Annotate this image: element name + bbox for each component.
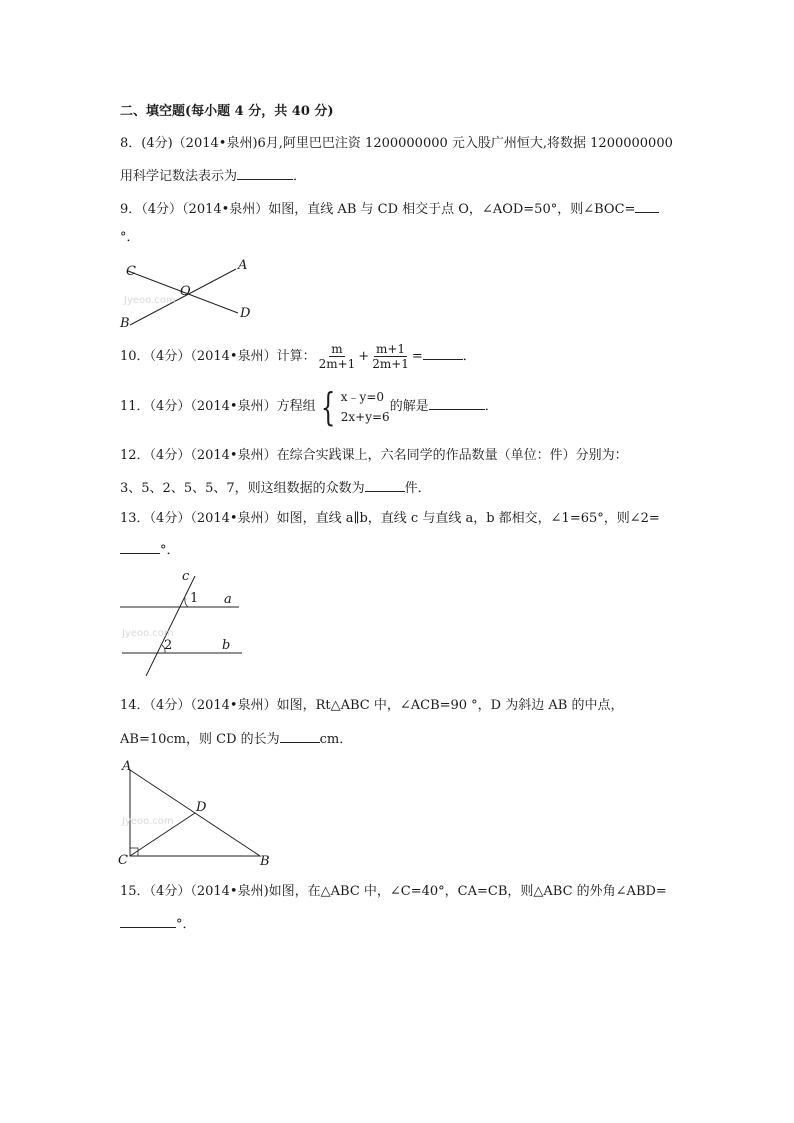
- label-angle-2: 2: [164, 638, 173, 653]
- label-c: C: [118, 853, 128, 868]
- q14-figure: [116, 756, 276, 871]
- q10-answer-blank[interactable]: [423, 346, 463, 360]
- q11-suffix: 的解是: [389, 399, 429, 414]
- label-c: C: [126, 264, 136, 279]
- label-c: c: [182, 569, 190, 584]
- brace-icon: {: [320, 384, 335, 429]
- q10-plus: +: [358, 349, 370, 364]
- section-title: 二、填空题(每小题 4 分，共 40 分): [120, 104, 334, 119]
- q8-line2: [120, 166, 306, 186]
- q11-line: [120, 386, 498, 428]
- q11-equation-system: [316, 384, 390, 429]
- watermark: Jyeoo.com: [124, 295, 176, 306]
- q8-answer-blank[interactable]: [237, 166, 293, 180]
- label-a: A: [238, 258, 248, 273]
- q11-end: ．: [484, 399, 498, 414]
- label-o: O: [180, 284, 191, 299]
- q15-end: °．: [176, 917, 196, 932]
- q13-figure: [118, 568, 248, 683]
- q14-text: AB=10cm，则 CD 的长为: [120, 732, 280, 747]
- q12-end: 件．: [404, 481, 431, 496]
- q9-text: 9．（4分）（2014•泉州）如图，直线 AB 与 CD 相交于点 O，∠AOD=50°，则∠BOC=: [120, 202, 636, 217]
- label-b: b: [222, 638, 231, 653]
- q13-answer-blank[interactable]: [120, 540, 160, 554]
- q8-end: ．: [293, 169, 307, 184]
- q12-line2: [120, 478, 431, 498]
- q9-line2: °．: [120, 230, 140, 245]
- q10-equals: =: [411, 349, 423, 364]
- q9-figure: [118, 255, 258, 335]
- q15-line2: [120, 914, 196, 934]
- line-c: [146, 576, 195, 676]
- watermark: Jyeoo.com: [122, 816, 174, 827]
- label-b: B: [120, 316, 130, 331]
- q12-text: 3、5、2、5、5、7，则这组数据的众数为: [120, 481, 365, 496]
- q8-text: 用科学记数法表示为: [120, 169, 238, 184]
- q12-line1: 12．（4分）（2014•泉州）在综合实践课上，六名同学的作品数量（单位：件）分别为：: [120, 448, 628, 463]
- q11-eq1: x﹣y=0: [340, 389, 385, 404]
- q10-f2-denominator: 2m+1: [372, 357, 409, 371]
- q11-eq2: 2x+y=6: [340, 409, 390, 424]
- q13-line1: 13．（4分）（2014•泉州）如图，直线 a∥b，直线 c 与直线 a，b 都相交，∠1=65°，则∠2=: [120, 511, 660, 526]
- label-d: D: [196, 800, 207, 815]
- q10-fraction-2: [370, 342, 411, 371]
- label-d: D: [240, 306, 251, 321]
- q14-line1: 14．（4分）（2014•泉州）如图，Rt△ABC 中，∠ACB=90 °，D 为斜边 AB 的中点，: [120, 698, 624, 713]
- q10-line: [120, 342, 476, 371]
- q10-f2-numerator: m+1: [376, 342, 406, 356]
- watermark: Jyeoo.com: [122, 628, 174, 639]
- q14-line2: [120, 729, 352, 749]
- label-a: a: [224, 592, 232, 607]
- q8-line1: 8．(4分)（2014•泉州)6月,阿里巴巴注资 1200000000 元入股广州恒大,将数据 1200000000: [120, 136, 673, 151]
- q10-f1-denominator: 2m+1: [318, 357, 356, 371]
- angle-1-arc: [185, 598, 188, 607]
- q15-answer-blank[interactable]: [120, 914, 176, 928]
- label-angle-1: 1: [190, 591, 199, 606]
- q9-answer-blank[interactable]: [635, 199, 659, 213]
- q14-answer-blank[interactable]: [280, 729, 320, 743]
- q9-line1: [120, 199, 659, 219]
- q13-line2: [120, 540, 180, 560]
- label-a: A: [122, 759, 132, 774]
- q10-prefix: 10．（4分）（2014•泉州）计算：: [120, 349, 316, 364]
- q13-end: °．: [160, 543, 180, 558]
- q10-end: ．: [462, 349, 476, 364]
- label-b: B: [260, 854, 270, 869]
- q10-f1-numerator: m: [331, 342, 343, 356]
- q11-answer-blank[interactable]: [429, 396, 485, 410]
- q15-line1: 15．（4分）（2014•泉州)如图，在△ABC 中，∠C=40°，CA=CB，则△ABC 的外角∠ABD=: [120, 884, 667, 899]
- q12-answer-blank[interactable]: [365, 478, 405, 492]
- q14-end: cm．: [319, 732, 353, 747]
- q11-prefix: 11．（4分）（2014•泉州）方程组: [120, 399, 316, 414]
- q10-fraction-1: [317, 342, 358, 371]
